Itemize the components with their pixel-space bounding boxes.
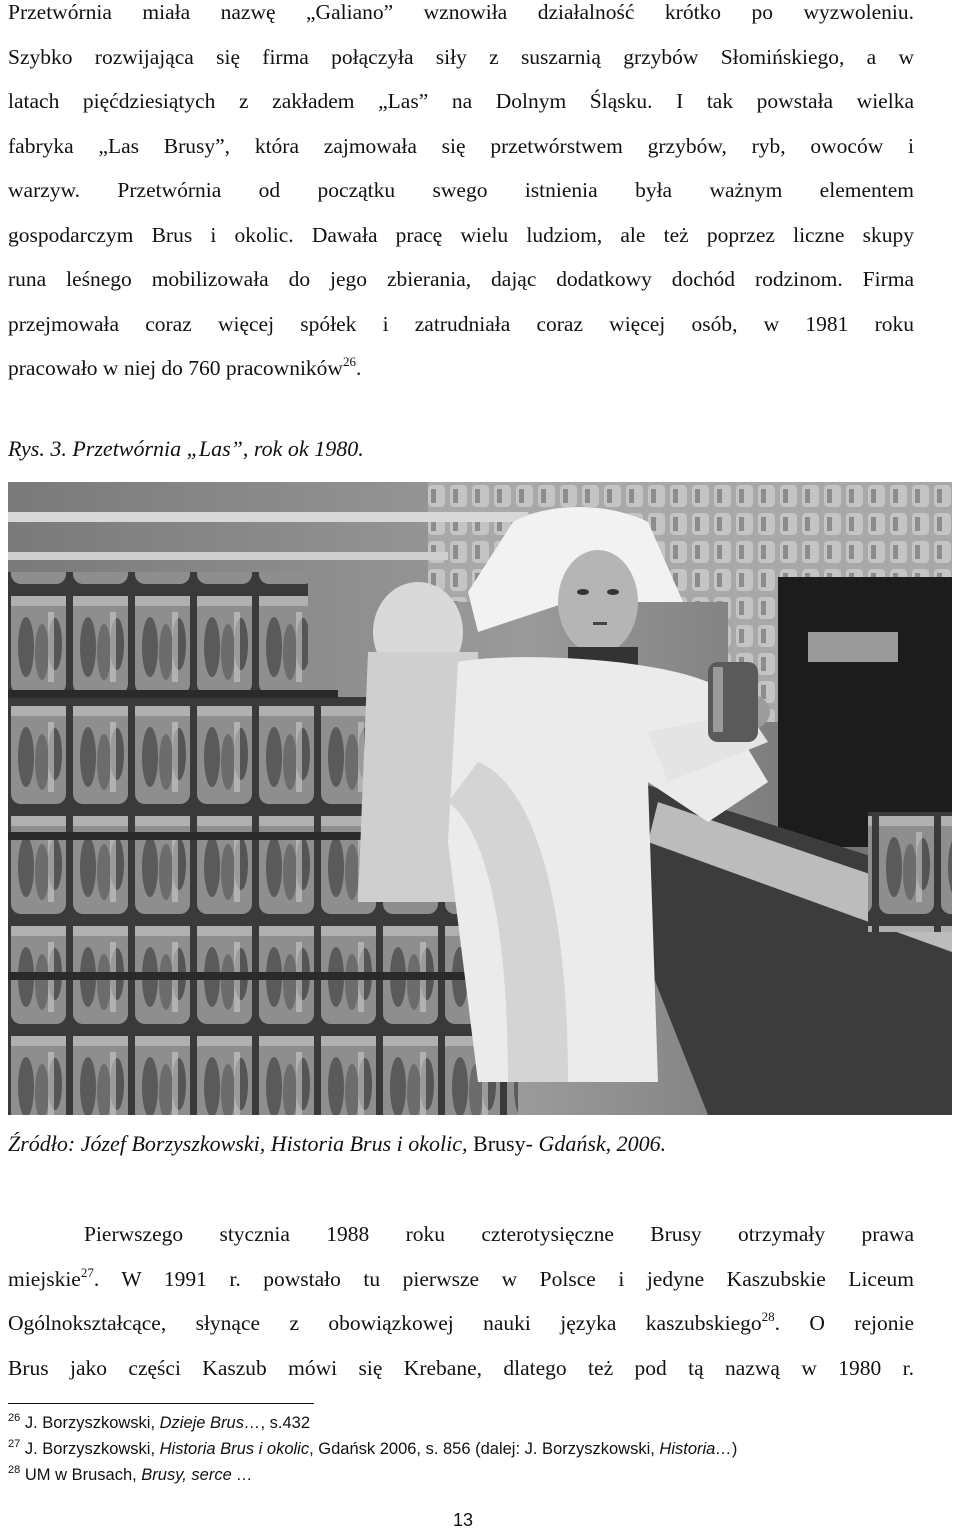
text-line: Przetwórnia miała nazwę „Galiano” wznowiła działalność krótko po wyzwoleniu. [8, 0, 914, 24]
text-line: Brus jako części Kaszub mówi się Krebane, dlatego też pod tą nazwą w 1980 r. [8, 1355, 914, 1380]
footnote-27: $^{27}$ J. Borzyszkowski, Historia Brus i okolic, Gdańsk 2006, s. 856 (dalej: J. Borzyszkowski, Historia…) [8, 1438, 738, 1458]
text-line: gospodarczym Brus i okolic. Dawała pracę wielu ludziom, ale też poprzez liczne skupy [8, 222, 914, 247]
footnote-28: $^{28}$ UM w Brusach, Brusy, serce … [8, 1464, 253, 1484]
footnote-ref-26[interactable]: 26 [342, 354, 356, 369]
text-line: Pierwszego stycznia 1988 roku czterotysięczne Brusy otrzymały prawa [84, 1222, 914, 1246]
footnote-separator [8, 1403, 314, 1404]
text-line: Szybko rozwijająca się firma połączyła siły z suszarnią grzybów Słomińskiego, a w [8, 44, 914, 69]
footnote-26: $^{26}$ J. Borzyszkowski, Dzieje Brus…, s.432 [8, 1412, 311, 1432]
paragraph-2 [8, 1212, 914, 1390]
text-line: Ogólnokształcące, słynące z obowiązkowej nauki języka kaszubskiego$^{28}$. O rejonie [8, 1309, 914, 1335]
text-line: fabryka „Las Brusy”, która zajmowała się przetwórstwem grzybów, ryb, owoców i [8, 133, 914, 158]
text-line: przejmowała coraz więcej spółek i zatrudniała coraz więcej osób, w 1981 roku [8, 311, 914, 336]
text-line-last: pracowało w niej do 760 pracowników$^{26}$. [8, 354, 362, 380]
footnote-ref-27[interactable]: 27 [80, 1264, 94, 1280]
footnotes [8, 1410, 737, 1488]
text-line: runa leśnego mobilizowała do jego zbierania, dając dodatkowy dochód rodzinom. Firma [8, 267, 914, 291]
text-line: latach pięćdziesiątych z zakładem „Las” na Dolnym Śląsku. I tak powstała wielka [8, 89, 914, 113]
factory-photo-image [8, 482, 952, 1115]
factory-photo [8, 482, 952, 1115]
paragraph-1 [8, 0, 914, 391]
footnote-ref-28[interactable]: 28 [761, 1309, 775, 1324]
text-line: miejskie$^{27}$. W 1991 r. powstało tu pierwsze w Polsce i jedyne Kaszubskie Liceum [8, 1264, 914, 1291]
figure-caption: Rys. 3. Przetwórnia „Las”, rok ok 1980. [8, 436, 364, 461]
text-line: warzyw. Przetwórnia od początku swego istnienia była ważnym elementem [8, 178, 914, 202]
page-number: 13 [452, 1510, 474, 1530]
figure-source: Źródło: Józef Borzyszkowski, Historia Brus i okolic, Brusy- Gdańsk, 2006. [8, 1131, 667, 1156]
